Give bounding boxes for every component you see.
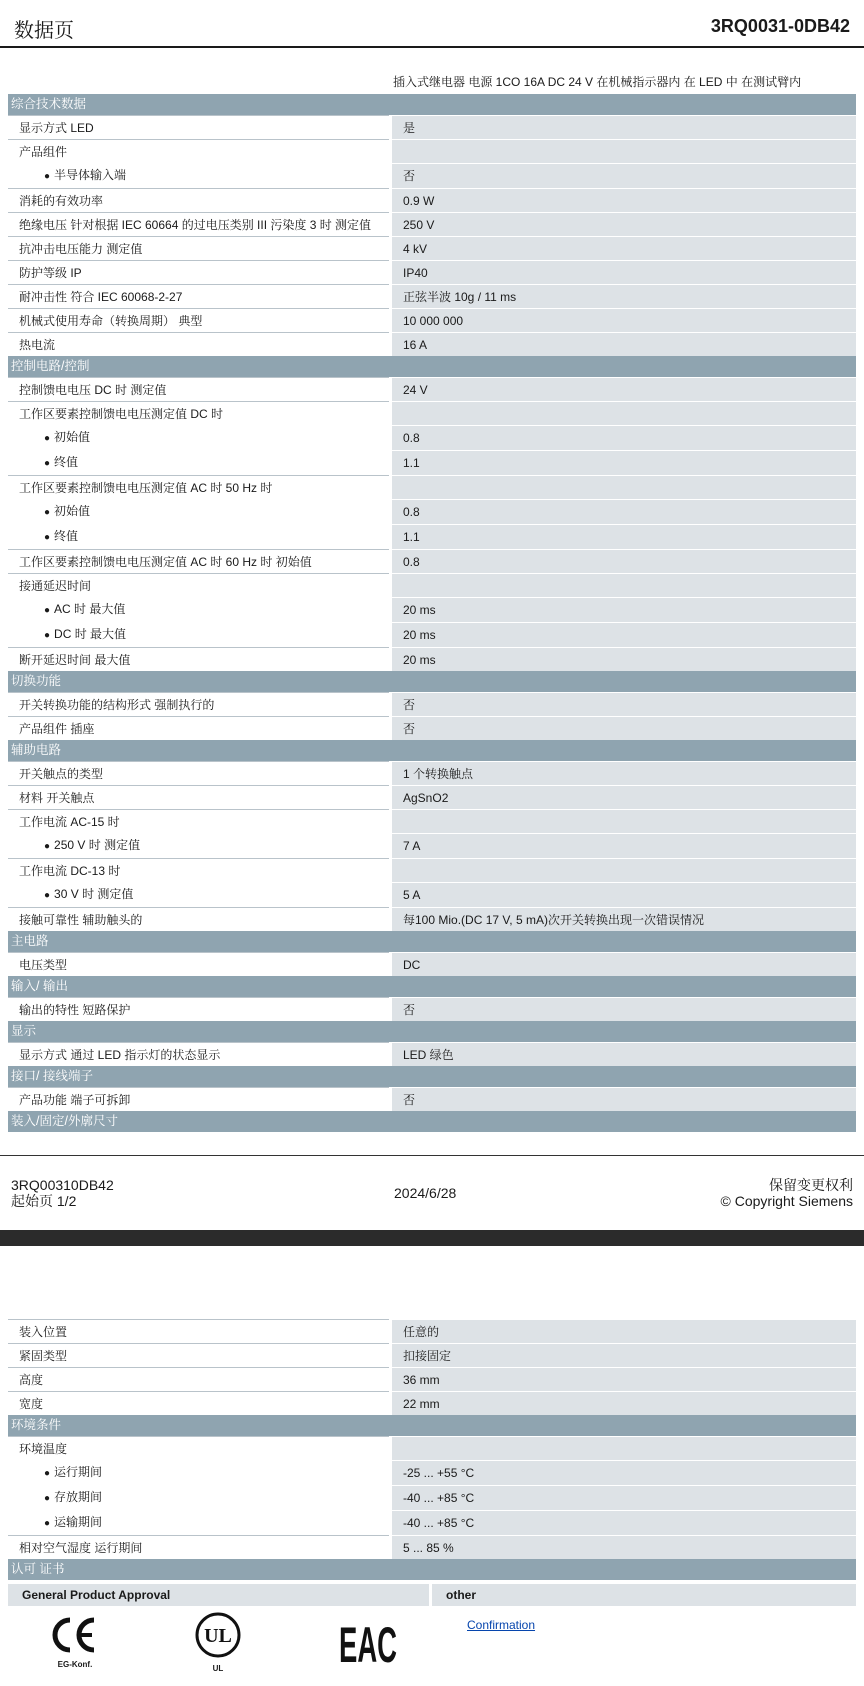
spec-row — [8, 549, 856, 573]
spec-value: 1.1 — [392, 450, 856, 475]
spec-value — [392, 573, 856, 597]
spec-label — [8, 1460, 389, 1485]
page-title: 数据页 — [14, 20, 74, 42]
spec-label-text: 控制馈电电压 DC 时 测定值 — [19, 383, 167, 397]
bullet-icon: ● — [44, 1468, 51, 1479]
ce-mark-icon — [50, 1616, 100, 1654]
approval-col-other: other — [432, 1584, 856, 1606]
spec-value: 0.8 — [392, 425, 856, 450]
footer-copyright: © Copyright Siemens — [720, 1193, 853, 1209]
spec-label — [8, 785, 389, 809]
spec-label — [8, 1485, 389, 1510]
spec-label-text: 显示方式 通过 LED 指示灯的状态显示 — [19, 1048, 221, 1062]
spec-label-text: 热电流 — [19, 338, 56, 352]
spec-label-text: 相对空气湿度 运行期间 — [19, 1541, 143, 1555]
spec-value: 7 A — [392, 833, 856, 858]
svg-text:EAC: EAC — [339, 1617, 397, 1673]
footer-divider — [0, 1155, 864, 1156]
section-header: 切换功能 — [8, 671, 856, 692]
footer-left — [11, 1177, 114, 1209]
spec-label — [8, 1367, 389, 1391]
spec-row — [8, 1391, 856, 1415]
spec-label-text: 终值 — [54, 529, 79, 543]
spec-value: 1.1 — [392, 524, 856, 549]
spec-value — [392, 475, 856, 499]
spec-row — [8, 1510, 856, 1535]
datasheet-table-continued — [8, 1319, 856, 1580]
spec-row — [8, 163, 856, 188]
spec-row — [8, 524, 856, 549]
spec-label-text: 初始值 — [54, 504, 91, 518]
spec-row — [8, 573, 856, 597]
spec-value: 每100 Mio.(DC 17 V, 5 mA)次开关转换出现一次错误情况 — [392, 907, 856, 931]
spec-label-text: 产品功能 端子可拆卸 — [19, 1093, 131, 1107]
spec-value: 10 000 000 — [392, 308, 856, 332]
spec-value: 任意的 — [392, 1319, 856, 1343]
spec-label-text: 耐冲击性 符合 IEC 60068-2-27 — [19, 290, 183, 304]
spec-label-text: 半导体输入端 — [54, 168, 127, 182]
spec-row — [8, 1535, 856, 1559]
section-header: 装入/固定/外廓尺寸 — [8, 1111, 856, 1132]
spec-label-text: 存放期间 — [54, 1490, 103, 1504]
spec-label — [8, 212, 389, 236]
footer-order-number: 3RQ00310DB42 — [11, 1177, 114, 1193]
spec-label-text: 紧固类型 — [19, 1349, 68, 1363]
spec-label — [8, 549, 389, 573]
spec-row — [8, 212, 856, 236]
spec-label — [8, 260, 389, 284]
spec-label-text: 初始值 — [54, 430, 91, 444]
approval-header — [8, 1584, 856, 1606]
spec-label — [8, 761, 389, 785]
spec-row — [8, 401, 856, 425]
spec-row — [8, 716, 856, 740]
bullet-icon: ● — [44, 841, 51, 852]
spec-value: 否 — [392, 716, 856, 740]
spec-row — [8, 1485, 856, 1510]
bullet-icon: ● — [44, 1493, 51, 1504]
spec-value: 0.8 — [392, 549, 856, 573]
spec-label-text: 机械式使用寿命（转换周期） 典型 — [19, 314, 203, 328]
spec-label-text: 运行期间 — [54, 1465, 103, 1479]
spec-value — [392, 858, 856, 882]
spec-value: 36 mm — [392, 1367, 856, 1391]
spec-label — [8, 692, 389, 716]
bullet-icon: ● — [44, 458, 51, 469]
section-header: 综合技术数据 — [8, 94, 856, 115]
spec-label — [8, 952, 389, 976]
spec-label — [8, 332, 389, 356]
spec-row — [8, 882, 856, 907]
spec-value: 20 ms — [392, 622, 856, 647]
spec-value — [392, 401, 856, 425]
spec-value — [392, 1436, 856, 1460]
spec-row — [8, 1367, 856, 1391]
spec-row — [8, 997, 856, 1021]
spec-value — [392, 139, 856, 163]
spec-value: 20 ms — [392, 647, 856, 671]
confirmation-link[interactable]: Confirmation — [467, 1618, 536, 1632]
spec-row — [8, 1343, 856, 1367]
spec-label-text: 高度 — [19, 1373, 44, 1387]
spec-value: IP40 — [392, 260, 856, 284]
spec-label-text: 环境温度 — [19, 1442, 68, 1456]
spec-label — [8, 597, 389, 622]
spec-label-text: 宽度 — [19, 1397, 44, 1411]
spec-row — [8, 785, 856, 809]
spec-value: 0.9 W — [392, 188, 856, 212]
spec-label — [8, 833, 389, 858]
ce-mark-logo — [50, 1616, 100, 1669]
spec-label — [8, 377, 389, 401]
spec-label — [8, 425, 389, 450]
section-header: 认可 证书 — [8, 1559, 856, 1580]
bullet-icon: ● — [44, 532, 51, 543]
spec-label — [8, 882, 389, 907]
spec-label — [8, 716, 389, 740]
spec-row — [8, 647, 856, 671]
spec-value: 4 kV — [392, 236, 856, 260]
spec-value: LED 绿色 — [392, 1042, 856, 1066]
spec-label-text: 工作电流 DC-13 时 — [19, 864, 121, 878]
section-header: 辅助电路 — [8, 740, 856, 761]
spec-label-text: 开关触点的类型 — [19, 767, 104, 781]
spec-label-text: 运输期间 — [54, 1515, 103, 1529]
bullet-icon: ● — [44, 890, 51, 901]
spec-label — [8, 1535, 389, 1559]
approval-block — [8, 1584, 856, 1686]
ul-mark-logo — [195, 1612, 241, 1673]
spec-value: 20 ms — [392, 597, 856, 622]
page-2 — [0, 1246, 864, 1686]
spec-value: 1 个转换触点 — [392, 761, 856, 785]
spec-label — [8, 188, 389, 212]
spec-row — [8, 858, 856, 882]
bullet-icon: ● — [44, 433, 51, 444]
ul-mark-icon — [195, 1612, 241, 1658]
spec-row — [8, 284, 856, 308]
spec-row — [8, 833, 856, 858]
spec-value: AgSnO2 — [392, 785, 856, 809]
spec-label-text: 工作区要素控制馈电电压测定值 DC 时 — [19, 407, 224, 421]
spec-row — [8, 1436, 856, 1460]
spec-label — [8, 163, 389, 188]
spec-label-text: 工作区要素控制馈电电压测定值 AC 时 50 Hz 时 — [19, 481, 273, 495]
approval-logos — [8, 1606, 856, 1686]
spec-row — [8, 622, 856, 647]
spec-value — [392, 809, 856, 833]
spec-value: 250 V — [392, 212, 856, 236]
approval-col-general: General Product Approval — [8, 1584, 429, 1606]
spec-label — [8, 401, 389, 425]
product-description: 插入式继电器 电源 1CO 16A DC 24 V 在机械指示器内 在 LED 中 在测试臂内 — [393, 75, 802, 89]
spec-label-text: 装入位置 — [19, 1325, 68, 1339]
footer-rights: 保留变更权利 — [769, 1177, 853, 1193]
spec-label — [8, 524, 389, 549]
datasheet-table — [8, 94, 856, 1132]
ul-mark-caption: UL — [212, 1664, 224, 1673]
spec-value: -40 ... +85 °C — [392, 1510, 856, 1535]
spec-label — [8, 858, 389, 882]
spec-label — [8, 1087, 389, 1111]
spec-value: 否 — [392, 692, 856, 716]
spec-label — [8, 450, 389, 475]
spec-label — [8, 1510, 389, 1535]
section-header: 显示 — [8, 1021, 856, 1042]
spec-row — [8, 139, 856, 163]
spec-label-text: 开关转换功能的结构形式 强制执行的 — [19, 698, 215, 712]
spec-value: DC — [392, 952, 856, 976]
spec-value: 是 — [392, 115, 856, 139]
spec-label-text: 接触可靠性 辅助触头的 — [19, 913, 143, 927]
spec-label-text: 断开延迟时间 最大值 — [19, 653, 131, 667]
spec-value: 扣接固定 — [392, 1343, 856, 1367]
eac-mark-logo — [338, 1612, 398, 1671]
spec-row — [8, 1042, 856, 1066]
spec-label-text: AC 时 最大值 — [54, 602, 126, 616]
spec-row — [8, 952, 856, 976]
spec-label — [8, 139, 389, 163]
spec-row — [8, 692, 856, 716]
product-code: 3RQ0031-0DB42 — [710, 16, 850, 36]
spec-row — [8, 1319, 856, 1343]
spec-row — [8, 236, 856, 260]
bullet-icon: ● — [44, 630, 51, 641]
spec-row — [8, 1460, 856, 1485]
spec-label — [8, 475, 389, 499]
spec-value: 5 ... 85 % — [392, 1535, 856, 1559]
section-header: 主电路 — [8, 931, 856, 952]
spec-row — [8, 597, 856, 622]
spec-label-text: 显示方式 LED — [19, 121, 94, 135]
footer-right — [721, 1177, 853, 1209]
spec-row — [8, 499, 856, 524]
section-header: 输入/ 输出 — [8, 976, 856, 997]
spec-row — [8, 1087, 856, 1111]
spec-value: -40 ... +85 °C — [392, 1485, 856, 1510]
spec-label-text: DC 时 最大值 — [54, 627, 127, 641]
spec-label-text: 输出的特性 短路保护 — [19, 1003, 131, 1017]
spec-value: 24 V — [392, 377, 856, 401]
spec-label — [8, 1042, 389, 1066]
bullet-icon: ● — [44, 1518, 51, 1529]
spec-label — [8, 284, 389, 308]
spec-label — [8, 1391, 389, 1415]
spec-label — [8, 647, 389, 671]
section-header: 接口/ 接线端子 — [8, 1066, 856, 1087]
spec-row — [8, 475, 856, 499]
spec-value: 22 mm — [392, 1391, 856, 1415]
spec-row — [8, 809, 856, 833]
spec-label — [8, 1343, 389, 1367]
spec-label — [8, 622, 389, 647]
spec-row — [8, 308, 856, 332]
spec-row — [8, 260, 856, 284]
bullet-icon: ● — [44, 171, 51, 182]
spec-row — [8, 907, 856, 931]
svg-text:UL: UL — [204, 1625, 232, 1647]
spec-value: 正弦半波 10g / 11 ms — [392, 284, 856, 308]
spec-value: 0.8 — [392, 499, 856, 524]
spec-row — [8, 377, 856, 401]
spec-label-text: 30 V 时 测定值 — [54, 887, 134, 901]
spec-label — [8, 573, 389, 597]
spec-label — [8, 499, 389, 524]
spec-label — [8, 115, 389, 139]
header-divider — [0, 46, 864, 48]
spec-row — [8, 450, 856, 475]
spec-label — [8, 1436, 389, 1460]
spec-value: -25 ... +55 °C — [392, 1460, 856, 1485]
spec-label — [8, 907, 389, 931]
eac-mark-icon — [338, 1612, 398, 1673]
spec-row — [8, 332, 856, 356]
spec-value: 否 — [392, 997, 856, 1021]
spec-value: 5 A — [392, 882, 856, 907]
ce-mark-caption: EG-Konf. — [57, 1660, 93, 1669]
spec-label — [8, 1319, 389, 1343]
spec-row — [8, 188, 856, 212]
spec-row — [8, 115, 856, 139]
spec-value: 否 — [392, 1087, 856, 1111]
bullet-icon: ● — [44, 507, 51, 518]
spec-label — [8, 809, 389, 833]
spec-label-text: 250 V 时 测定值 — [54, 838, 141, 852]
spec-value: 否 — [392, 163, 856, 188]
section-header: 控制电路/控制 — [8, 356, 856, 377]
page-separator — [0, 1230, 864, 1246]
footer-date: 2024/6/28 — [394, 1185, 457, 1201]
spec-label-text: 工作区要素控制馈电电压测定值 AC 时 60 Hz 时 初始值 — [19, 555, 312, 569]
section-header: 环境条件 — [8, 1415, 856, 1436]
spec-label — [8, 997, 389, 1021]
spec-label-text: 终值 — [54, 455, 79, 469]
spec-label-text: 接通延迟时间 — [19, 579, 92, 593]
spec-label-text: 绝缘电压 针对根据 IEC 60664 的过电压类别 III 污染度 3 时 测定值 — [19, 218, 372, 232]
spec-label-text: 抗冲击电压能力 测定值 — [19, 242, 143, 256]
spec-label-text: 工作电流 AC-15 时 — [19, 815, 120, 829]
spec-label-text: 产品组件 — [19, 145, 68, 159]
spec-label-text: 电压类型 — [19, 958, 68, 972]
bullet-icon: ● — [44, 605, 51, 616]
spec-label-text: 产品组件 插座 — [19, 722, 95, 736]
spec-value: 16 A — [392, 332, 856, 356]
spec-label-text: 消耗的有效功率 — [19, 194, 104, 208]
spec-row — [8, 425, 856, 450]
spec-label — [8, 236, 389, 260]
spec-label — [8, 308, 389, 332]
spec-row — [8, 761, 856, 785]
spec-label-text: 防护等级 IP — [19, 266, 82, 280]
spec-label-text: 材料 开关触点 — [19, 791, 95, 805]
footer-page-label: 起始页 1/2 — [11, 1193, 77, 1209]
